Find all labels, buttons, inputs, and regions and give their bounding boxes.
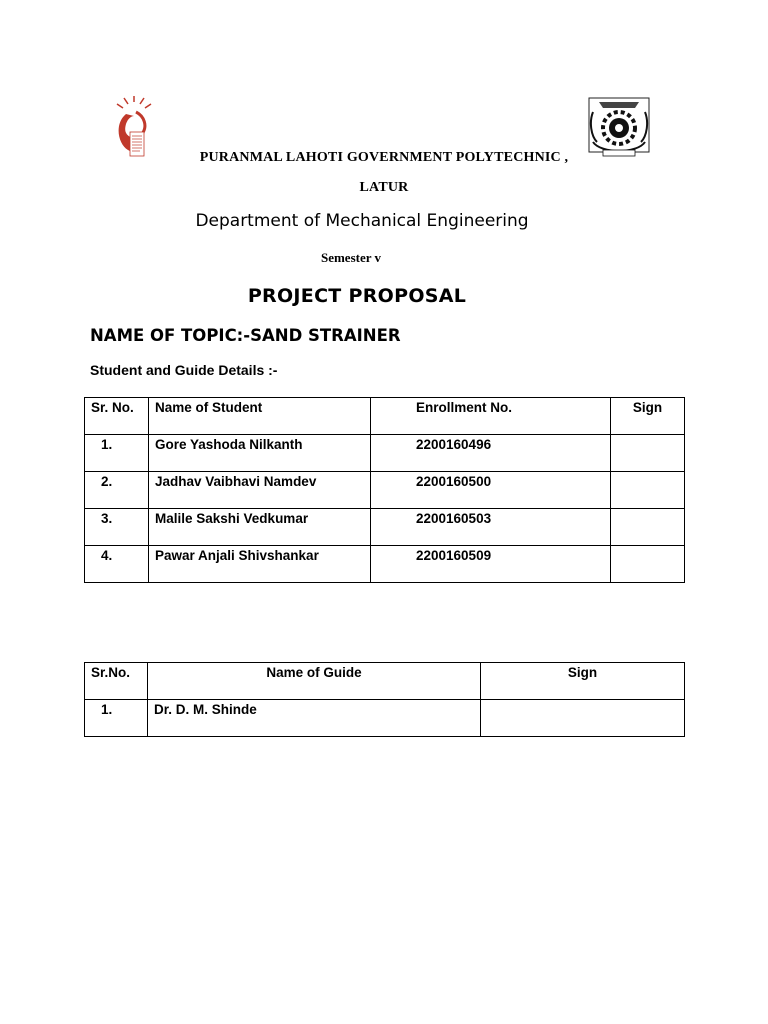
row-student-name: Malile Sakshi Vedkumar xyxy=(149,509,371,546)
topic-name: NAME OF TOPIC:-SAND STRAINER xyxy=(90,326,401,345)
header-guide-name: Name of Guide xyxy=(148,663,481,700)
row-student-name: Gore Yashoda Nilkanth xyxy=(149,435,371,472)
table-row xyxy=(85,435,685,472)
row-enrollment: 2200160503 xyxy=(371,509,611,546)
header-sr-no: Sr. No. xyxy=(85,398,149,435)
row-sign xyxy=(481,700,685,737)
table-row xyxy=(85,700,685,737)
header-sign: Sign xyxy=(611,398,685,435)
row-sign xyxy=(611,472,685,509)
row-sr: 1. xyxy=(85,700,148,737)
college-name xyxy=(0,150,768,196)
row-sign xyxy=(611,509,685,546)
header-sign: Sign xyxy=(481,663,685,700)
college-name-line1: PURANMAL LAHOTI GOVERNMENT POLYTECHNIC , xyxy=(199,150,569,165)
header-student-name: Name of Student xyxy=(149,398,371,435)
details-label: Student and Guide Details :- xyxy=(90,362,278,378)
header-sr-no: Sr.No. xyxy=(85,663,148,700)
students-table xyxy=(84,397,685,583)
table-header-row xyxy=(85,398,685,435)
table-row xyxy=(85,472,685,509)
table-row xyxy=(85,509,685,546)
semester-label: Semester v xyxy=(320,250,382,265)
row-sr: 1. xyxy=(85,435,149,472)
row-sr: 2. xyxy=(85,472,149,509)
college-name-line2: LATUR xyxy=(359,180,409,195)
table-header-row xyxy=(85,663,685,700)
row-guide-name: Dr. D. M. Shinde xyxy=(148,700,481,737)
guide-table xyxy=(84,662,685,737)
row-sign xyxy=(611,435,685,472)
row-sr: 4. xyxy=(85,546,149,583)
row-student-name: Pawar Anjali Shivshankar xyxy=(149,546,371,583)
table-row xyxy=(85,546,685,583)
row-enrollment: 2200160496 xyxy=(371,435,611,472)
header-enrollment: Enrollment No. xyxy=(371,398,611,435)
row-enrollment: 2200160509 xyxy=(371,546,611,583)
row-enrollment: 2200160500 xyxy=(371,472,611,509)
row-sign xyxy=(611,546,685,583)
row-sr: 3. xyxy=(85,509,149,546)
document-title: PROJECT PROPOSAL xyxy=(247,285,467,307)
row-student-name: Jadhav Vaibhavi Namdev xyxy=(149,472,371,509)
department-heading: Department of Mechanical Engineering xyxy=(195,211,529,231)
